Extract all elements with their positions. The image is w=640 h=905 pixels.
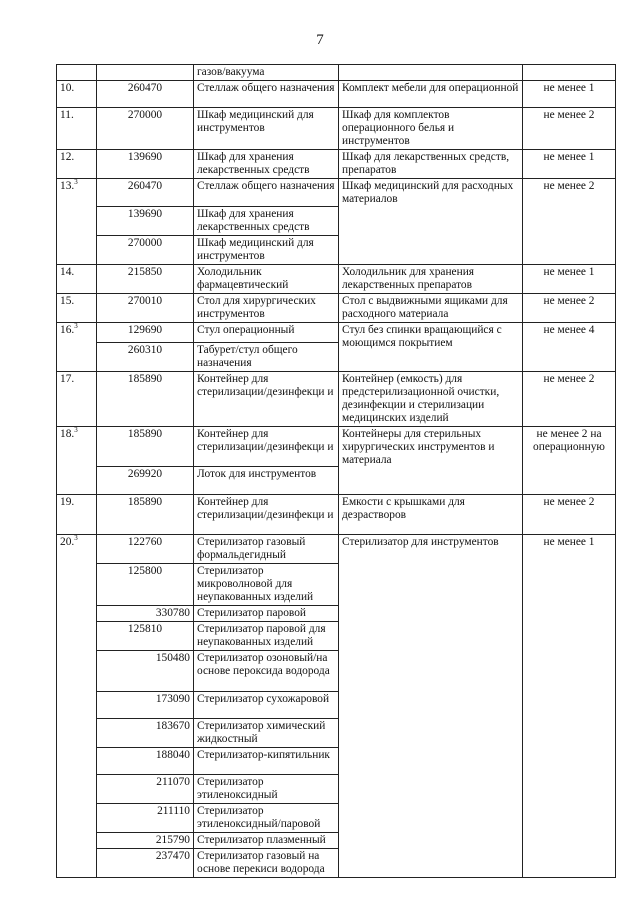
row-number: 20.$^3$ — [57, 535, 97, 878]
row-code: 185890 — [97, 427, 194, 467]
row-code: 125800 — [97, 564, 194, 606]
row-item-name: Стерилизатор паровой для неупакованных изделий — [194, 622, 339, 651]
row-code: 211070 — [97, 775, 194, 804]
row-code: 188040 — [97, 748, 194, 775]
row-item-name: Стерилизатор газовый формальдегидный — [194, 535, 339, 564]
row-number: 10. — [57, 81, 97, 108]
row-equipment: Емкости с крышками для дезрастворов — [339, 495, 523, 535]
row-number: 12. — [57, 150, 97, 179]
row-number: 16.$^3$ — [57, 323, 97, 372]
row-standard: не менее 2 — [523, 294, 616, 323]
row-standard: не менее 2 — [523, 495, 616, 535]
row-number: 13.$^3$ — [57, 179, 97, 265]
table-row — [57, 372, 616, 427]
row-code: 183670 — [97, 719, 194, 748]
row-code: 270000 — [97, 236, 194, 265]
table-row — [57, 150, 616, 179]
row-item-name: Шкаф медицинский для инструментов — [194, 108, 339, 150]
row-standard: не менее 2 — [523, 372, 616, 427]
row-item-name: Стерилизатор химический жидкостный — [194, 719, 339, 748]
row-number: 14. — [57, 265, 97, 294]
row-code: 215790 — [97, 833, 194, 849]
table-row — [57, 65, 616, 81]
row-number: 18.$^3$ — [57, 427, 97, 495]
row-code: 330780 — [97, 606, 194, 622]
table-row — [57, 427, 616, 467]
row-item-name: Шкаф для хранения лекарственных средств — [194, 150, 339, 179]
row-standard: не менее 4 — [523, 323, 616, 372]
row-code: 270010 — [97, 294, 194, 323]
row-item-name: Стерилизатор микроволновой для неупакованных изделий — [194, 564, 339, 606]
row-standard: не менее 2 — [523, 108, 616, 150]
row-item-name: Контейнер для стерилизации/дезинфекци и — [194, 372, 339, 427]
row-equipment: Контейнеры для стерильных хирургических инструментов и материала — [339, 427, 523, 495]
row-item-name: Стерилизатор плазменный — [194, 833, 339, 849]
row-standard: не менее 1 — [523, 81, 616, 108]
row-item-name: Стерилизатор этиленоксидный/паровой — [194, 804, 339, 833]
row-code: 185890 — [97, 495, 194, 535]
row-number: 17. — [57, 372, 97, 427]
row-item-name: Стеллаж общего назначения — [194, 179, 339, 207]
row-code: 237470 — [97, 849, 194, 878]
row-item-name: Лоток для инструментов — [194, 467, 339, 495]
row-item-name: Стол для хирургических инструментов — [194, 294, 339, 323]
row-item-name: Контейнер для стерилизации/дезинфекци и — [194, 427, 339, 467]
row-item-name: Стерилизатор паровой — [194, 606, 339, 622]
row-code: 260470 — [97, 81, 194, 108]
row-item-name: Табурет/стул общего назначения — [194, 343, 339, 372]
row-equipment: Стерилизатор для инструментов — [339, 535, 523, 878]
row-item-name: Шкаф медицинский для инструментов — [194, 236, 339, 265]
row-standard: не менее 2 на операционную — [523, 427, 616, 495]
row-number: 15. — [57, 294, 97, 323]
row-standard: не менее 2 — [523, 179, 616, 265]
row-number: 11. — [57, 108, 97, 150]
row-code: 150480 — [97, 651, 194, 692]
table-row — [57, 535, 616, 564]
row-item-name: Шкаф для хранения лекарственных средств — [194, 207, 339, 236]
page-number: 7 — [316, 32, 324, 48]
table-row — [57, 81, 616, 108]
row-equipment: Шкаф для лекарственных средств, препаратов — [339, 150, 523, 179]
table-row — [57, 265, 616, 294]
row-code: 260470 — [97, 179, 194, 207]
equipment-table — [56, 64, 616, 878]
table-row — [57, 294, 616, 323]
row-equipment: Шкаф медицинский для расходных материалов — [339, 179, 523, 265]
row-code: 122760 — [97, 535, 194, 564]
row-code: 185890 — [97, 372, 194, 427]
row-item-name: Контейнер для стерилизации/дезинфекци и — [194, 495, 339, 535]
row-item-name: газов/вакуума — [194, 65, 339, 81]
row-code: 129690 — [97, 323, 194, 343]
row-item-name: Стерилизатор сухожаровой — [194, 692, 339, 719]
row-code: 260310 — [97, 343, 194, 372]
row-equipment: Шкаф для комплектов операционного белья и инструментов — [339, 108, 523, 150]
row-code: 270000 — [97, 108, 194, 150]
row-code: 173090 — [97, 692, 194, 719]
row-item-name: Стерилизатор этиленоксидный — [194, 775, 339, 804]
row-equipment: Контейнер (емкость) для предстерилизационной очистки, дезинфекции и стерилизации медицинских изделий — [339, 372, 523, 427]
row-standard: не менее 1 — [523, 150, 616, 179]
row-code: 125810 — [97, 622, 194, 651]
row-code: 269920 — [97, 467, 194, 495]
table-row — [57, 179, 616, 207]
row-standard: не менее 1 — [523, 535, 616, 878]
row-code: 215850 — [97, 265, 194, 294]
row-item-name: Стерилизатор газовый на основе перекиси водорода — [194, 849, 339, 878]
row-equipment: Стул без спинки вращающийся с моющимся покрытием — [339, 323, 523, 372]
row-code: 211110 — [97, 804, 194, 833]
row-number: 19. — [57, 495, 97, 535]
row-item-name: Стерилизатор-кипятильник — [194, 748, 339, 775]
table-row — [57, 323, 616, 343]
row-standard: не менее 1 — [523, 265, 616, 294]
row-code: 139690 — [97, 150, 194, 179]
table-row — [57, 495, 616, 535]
row-item-name: Стеллаж общего назначения — [194, 81, 339, 108]
row-item-name: Стул операционный — [194, 323, 339, 343]
table-row — [57, 108, 616, 150]
row-equipment: Стол с выдвижными ящиками для расходного материала — [339, 294, 523, 323]
row-code: 139690 — [97, 207, 194, 236]
row-item-name: Холодильник фармацевтический — [194, 265, 339, 294]
row-equipment: Холодильник для хранения лекарственных препаратов — [339, 265, 523, 294]
row-item-name: Стерилизатор озоновый/на основе пероксида водорода — [194, 651, 339, 692]
row-equipment: Комплект мебели для операционной — [339, 81, 523, 108]
